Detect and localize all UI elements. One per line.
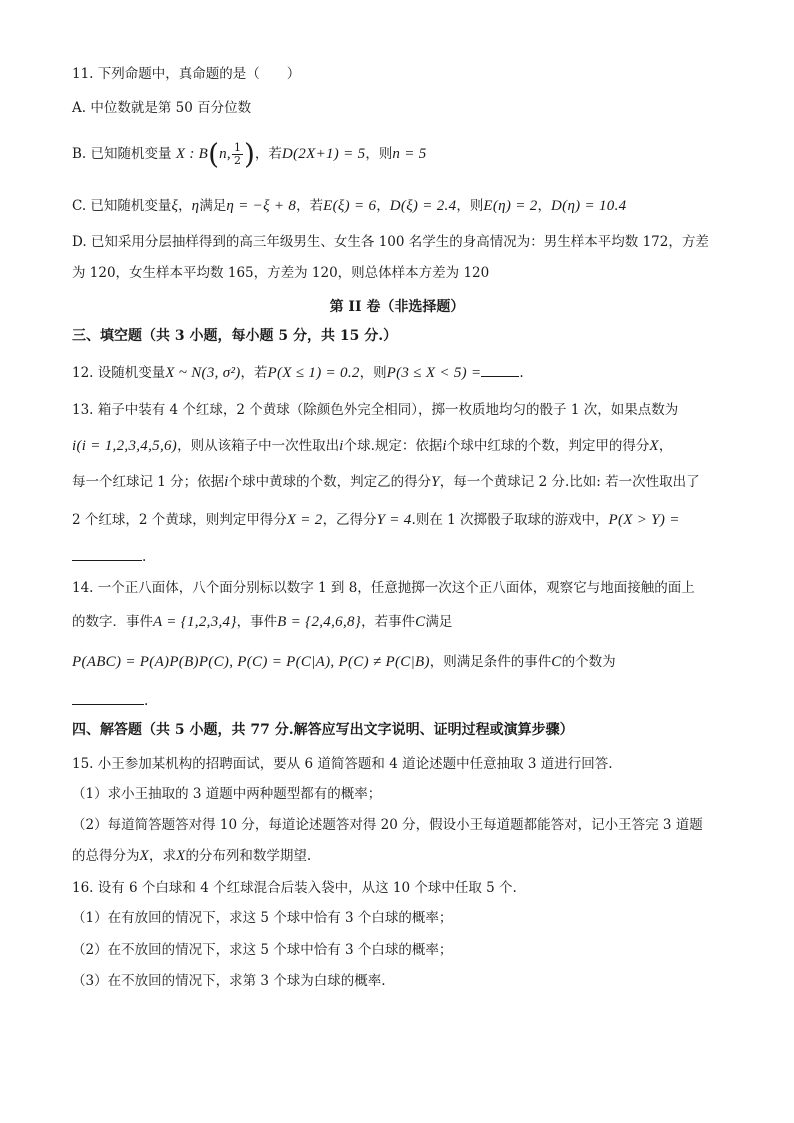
q11-c-sep: ，	[178, 198, 192, 214]
section4-title-text: 四、解答题（共 5 小题，共 77 分.解答应写出文字说明、证明过程或演算步骤）	[72, 722, 574, 738]
q15-part2-line1	[72, 815, 703, 835]
q11-c-xi: ξ	[171, 198, 179, 214]
q16-stem-text: 16. 设有 6 个白球和 4 个红球混合后装入袋中，从这 10 个球中任取 5 个.	[72, 880, 517, 896]
q11-option-a-text: A. 中位数就是第 50 百分位数	[72, 100, 252, 116]
q11-b-paren-close: )	[243, 137, 255, 171]
q11-c-comma2: ，	[537, 198, 552, 214]
q12-mid: ，若	[240, 365, 268, 381]
q11-b-mid2: ，则	[365, 146, 393, 162]
q14-l3-b: 的个数为	[561, 654, 616, 670]
q13-answer-blank[interactable]	[72, 546, 142, 561]
q13-line5	[72, 546, 146, 567]
q11-d-text2: 为 120，女生样本平均数 165，方差为 120，则总体样本方差为 120	[72, 265, 490, 281]
q11-b-prefix: B. 已知随机变量	[72, 146, 172, 162]
q12-end: .	[519, 365, 524, 381]
q13-l2-b: 个球.规定：依据	[343, 438, 443, 454]
q16-part3-text: （3）在不放回的情况下，求第 3 个球为白球的概率.	[72, 973, 386, 989]
q12-mid2: ，则	[359, 365, 387, 381]
q11-b-mid: ，若	[254, 146, 282, 162]
q13-l4-x-eq: X = 2	[286, 512, 323, 528]
q15-part1	[72, 784, 381, 804]
q11-c-then: ，则	[456, 198, 484, 214]
q11-c-eta: η	[191, 198, 200, 214]
q12-ask: P(3 ≤ X < 5) =	[386, 365, 482, 381]
q15-p2-x2: X	[175, 848, 186, 864]
q13-l2-x: X	[649, 438, 659, 454]
part2-title: 第 II 卷（非选择题）	[329, 299, 465, 315]
q13-l3-y: Y	[431, 474, 440, 490]
q11-b-paren-open: (	[208, 137, 220, 171]
q13-i-range: i(i = 1,2,3,4,5,6)	[72, 438, 178, 454]
q15-p2-b: ，求	[148, 848, 176, 864]
q14-l2-c: ，若事件	[361, 614, 416, 630]
q14-l2-a: 的数字．事件	[72, 614, 153, 630]
q11-c-d2: D(η) = 10.4	[551, 198, 627, 214]
q11-b-n: n,	[219, 146, 231, 162]
q11-option-c	[72, 196, 626, 216]
q12-answer-blank[interactable]	[481, 362, 519, 377]
q14-l3-c-var: C	[551, 654, 562, 670]
q11-option-d-line2	[72, 263, 489, 283]
q11-c-mid: 满足	[199, 198, 227, 214]
q11-b-result: n = 5	[392, 146, 427, 162]
q14-end: .	[144, 693, 149, 709]
q15-p2-x1: X	[139, 848, 149, 864]
q16-part2-text: （2）在不放回的情况下，求这 5 个球中恰有 3 个白球的概率；	[72, 942, 453, 958]
q11-b-frac-den: 2	[233, 154, 241, 167]
q15-part2-text1: （2）每道简答题答对得 10 分，每道论述题答对得 20 分，假设小王每道题都能答对，记小王答完 3 道题	[72, 817, 703, 833]
q11-c-if: ，若	[296, 198, 324, 214]
q16-part1-text: （1）在有放回的情况下，求这 5 个球中恰有 3 个白球的概率；	[72, 910, 453, 926]
q15-p2-a: 的总得分为	[72, 848, 140, 864]
q13-l3-c: ，每一个黄球记 2 分.比如: 若一次性取出了	[439, 474, 700, 490]
q11-b-dist: X : B	[175, 146, 209, 162]
q12-normal: X ~ N(3, σ²)	[165, 365, 241, 381]
q11-c-comma1: ，	[376, 198, 390, 214]
section3-title	[72, 326, 397, 346]
q13-line4	[72, 510, 680, 530]
q13-l3-i: i	[224, 474, 229, 490]
q11-b-fraction	[232, 142, 243, 167]
q13-line2	[72, 436, 672, 456]
q14-line4	[72, 690, 148, 711]
q13-l4-ask: P(X > Y) =	[608, 512, 680, 528]
q14-answer-blank[interactable]	[72, 690, 144, 705]
q11-b-variance: D(2X+1) = 5	[281, 146, 366, 162]
q14-l2-c-var: C	[415, 614, 426, 630]
q12	[72, 362, 524, 383]
q11-stem-text: 11. 下列命题中，真命题的是（ ）	[72, 66, 301, 82]
q16-part1	[72, 908, 452, 928]
q14-event-a: A = {1,2,3,4}	[153, 614, 237, 630]
q13-end: .	[142, 549, 147, 565]
q15-part1-text: （1）求小王抽取的 3 道题中两种题型都有的概率；	[72, 786, 382, 802]
section4-title	[72, 720, 574, 740]
q11-d-text1: D. 已知采用分层抽样得到的高三年级男生、女生各 100 名学生的身高情况为：男生样本平均数 172，方差	[72, 234, 709, 250]
q13-text1: 13. 箱子中装有 4 个红球，2 个黄球（除颜色外完全相同），掷一枚质地均匀的骰子 1 次，如果点数为	[72, 402, 679, 418]
q14-event-b: B = {2,4,6,8}	[277, 614, 362, 630]
q14-conditions: P(ABC) = P(A)P(B)P(C), P(C) = P(C|A), P(C) ≠ P(C|B)	[72, 654, 430, 670]
q14-l2-b: ，事件	[236, 614, 278, 630]
q13-l4-a: 2 个红球，2 个黄球，则判定甲得分	[72, 512, 287, 528]
q14-line2	[72, 612, 452, 632]
q13-l2-d: ，	[658, 438, 673, 454]
q14-text1: 14. 一个正八面体，八个面分别标以数字 1 到 8，任意抛掷一次这个正八面体，观察它与地面接触的面上	[72, 580, 695, 596]
q13-l3-b: 个球中黄球的个数，判定乙的得分	[228, 474, 432, 490]
q13-l2-a: ，则从该箱子中一次性取出	[177, 438, 340, 454]
q13-l4-b: ，乙得分	[322, 512, 377, 528]
q11-option-b	[72, 137, 427, 171]
q14-l2-d: 满足	[425, 614, 453, 630]
q11-c-d1: D(ξ) = 2.4	[389, 198, 457, 214]
q13-l2-i1: i	[339, 438, 344, 454]
q14-l3-a: ，则满足条件的事件	[429, 654, 552, 670]
q11-stem	[72, 64, 300, 84]
q13-l2-c: 个球中红球的个数，判定甲的得分	[446, 438, 650, 454]
q11-option-a	[72, 98, 251, 118]
q11-c-prefix: C. 已知随机变量	[72, 198, 172, 214]
q13-l3-a: 每一个红球记 1 分；依据	[72, 474, 225, 490]
q12-prefix: 12. 设随机变量	[72, 365, 166, 381]
q16-part2	[72, 940, 452, 960]
q15-stem-text: 15. 小王参加某机构的招聘面试，要从 6 道简答题和 4 道论述题中任意抽取 3 道进行回答.	[72, 756, 613, 772]
q13-line3	[72, 472, 700, 492]
q11-c-relation: η = −ξ + 8	[226, 198, 297, 214]
q13-l2-i2: i	[442, 438, 447, 454]
q11-c-e1: E(ξ) = 6	[323, 198, 377, 214]
q12-given: P(X ≤ 1) = 0.2	[267, 365, 360, 381]
section3-title-text: 三、填空题（共 3 小题，每小题 5 分，共 15 分.）	[72, 328, 398, 344]
q14-line1	[72, 578, 695, 598]
q11-b-frac-num: 1	[233, 141, 241, 154]
q13-l4-c: .则在 1 次掷骰子取球的游戏中，	[411, 512, 609, 528]
q11-option-d-line1	[72, 232, 709, 252]
q11-c-e2: E(η) = 2	[483, 198, 538, 214]
q16-part3	[72, 971, 386, 991]
q15-p2-c: 的分布列和数学期望.	[185, 848, 312, 864]
q13-line1	[72, 400, 678, 420]
q13-l4-y-eq: Y = 4	[376, 512, 412, 528]
q16-stem	[72, 878, 517, 898]
q15-stem	[72, 754, 613, 774]
q15-part2-line2	[72, 846, 311, 866]
q14-line3	[72, 652, 616, 672]
